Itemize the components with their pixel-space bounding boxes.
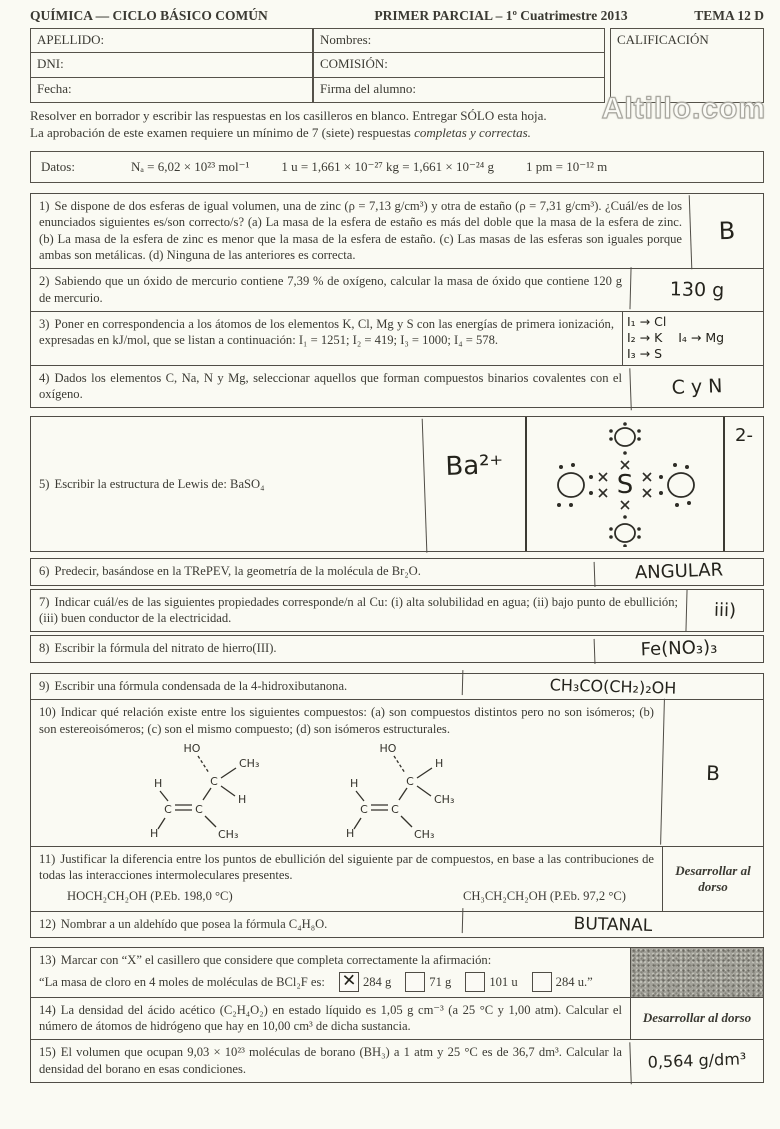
question-14-row: [31, 997, 763, 1040]
option-101u-label: 101 u: [489, 974, 518, 989]
question-8-text: 8) Escribir la fórmula del nitrato de hierro(III).: [39, 641, 277, 656]
question-7-text: 7) Indicar cuál/es de las siguientes propiedades corresponde/n al Cu: (i) alta solubilidad en agua; (ii) bajo punto de ebullición; (iii) buen conductor de la electricidad.: [39, 594, 678, 626]
instruction-line-2-italic: completas y correctas.: [414, 124, 531, 140]
comision-label: COMISIÓN:: [320, 55, 388, 71]
question-13-row: [31, 948, 763, 996]
atomic-mass-unit: 1 u = 1,661 × 10⁻²⁷ kg = 1,661 × 10⁻²⁴ g: [281, 158, 495, 174]
nombres-label: Nombres:: [320, 32, 372, 47]
questions-9-12-table: [30, 673, 764, 939]
checkbox-284g[interactable]: [339, 972, 359, 992]
question-2-number: 2): [39, 274, 50, 289]
fecha-label: Fecha:: [37, 80, 72, 96]
nombres-field: [313, 28, 605, 53]
sulfur-atom-label: S: [616, 470, 634, 501]
altillo-watermark: Altillo.com: [601, 92, 766, 125]
answer-3-line-2: I₂ → K I₄ → Mg: [627, 330, 725, 346]
datos-box: [30, 151, 764, 183]
question-4-number: 4): [39, 370, 50, 385]
avogadro-constant: Nₐ = 6,02 × 10²³ mol⁻¹: [130, 158, 250, 174]
option-71g-label: 71 g: [429, 974, 452, 989]
h-label: H: [149, 826, 158, 840]
question-6-text: 6) Predecir, basándose en la TRePEV, la geometría de la molécula de Br₂O.: [39, 564, 421, 579]
checkbox-284u[interactable]: [532, 972, 552, 992]
question-3-number: 3): [39, 316, 50, 331]
question-12-row: [31, 911, 763, 937]
lewis-structure-box: [525, 417, 725, 551]
question-10-text: 10) Indicar qué relación existe entre los siguientes compuestos: (a) son compuestos distintos pero no son isómeros; (b) son estereoisómeros; (c) son el mismo compuesto; (d) son isómeros estructurales. H C H C CH₃ C HO CH₃ H H C H C CH₃ C HO H CH₃: [39, 705, 654, 841]
question-15-number: 15): [39, 1045, 56, 1060]
h-label: H: [349, 776, 358, 790]
question-2-row: [31, 268, 763, 311]
question-2-text: 2) Sabiendo que un óxido de mercurio contiene 7,39 % de oxígeno, calcular la masa de óxido que contiene 120 g de mercurio.: [39, 274, 622, 305]
answer-3-line-1: I₁ → Cl: [627, 313, 667, 329]
question-13-text: [31, 948, 630, 996]
question-5-text: 5) Escribir la estructura de Lewis de: BaSO₄: [39, 476, 265, 491]
ho-label: HO: [183, 741, 200, 755]
compound-ethylene-glycol: HOCH₂CH₂OH (P.Eb. 198,0 °C): [67, 888, 233, 903]
option-284u: [532, 972, 593, 992]
compound-propanol: CH₃CH₂CH₂OH (P.Eb. 97,2 °C): [462, 888, 626, 903]
answer-3-line-3: I₃ → S: [627, 346, 663, 362]
c-label: C: [194, 802, 203, 816]
question-1-text: 1) Se dispone de dos esferas de igual volumen, una de zinc (ρ = 7,13 g/cm³) y otra de estaño (ρ = 7,31 g/cm³). ¿Cuál/es de los enunciados siguientes es/son correcto/s? (a) La masa de la esfera de estaño es más del doble que la masa de la esfera de zinc. (b) La masa de la esfera de zinc es menor que la masa de la esfera de estaño. (c) Las masas de las esferas son iguales porque ambas son metálicas. (d) Ninguna de las anteriores es correcta.: [39, 198, 682, 262]
option-101u: [465, 972, 517, 992]
questions-13-15-table: [30, 947, 764, 1083]
molecule-structure-left: [144, 739, 294, 841]
molecule-structure-right: [340, 739, 490, 841]
substituent-label: CH₃: [238, 756, 259, 770]
answer-8: Fe(NO₃)₃: [594, 634, 764, 665]
firma-field: [313, 77, 605, 103]
question-5-number: 5): [39, 476, 50, 491]
calificacion-label: CALIFICACIÓN: [617, 32, 709, 47]
question-11-text: 11) Justificar la diferencia entre los puntos de ebullición del siguiente par de compuestos, en base a las contribuciones de todas las interacciones intermoleculares presentes. HOCH₂CH₂OH (P.Eb. 198,0 °C) CH₃CH₂CH₂OH (P.Eb. 97,2 °C): [31, 847, 662, 911]
instruction-line-2: [30, 125, 764, 142]
question-13-options: [39, 972, 622, 992]
question-6-number: 6): [39, 564, 50, 579]
c-label: C: [209, 774, 218, 788]
question-11-row: [31, 846, 763, 911]
question-4-row: [31, 365, 763, 408]
question-13-line-1: 13) Marcar con “X” el casillero que considere que completa correctamente la afirmación:: [39, 953, 492, 968]
h-label: H: [153, 776, 162, 790]
question-12-text: 12) Nombrar a un aldehído que posea la fórmula C₄H₈O.: [39, 917, 328, 931]
picometer-definition: 1 pm = 10⁻¹² m: [526, 158, 608, 174]
answer-13-shaded-box: [630, 948, 763, 996]
question-11-number: 11): [39, 851, 56, 866]
question-14-number: 14): [39, 1002, 56, 1017]
option-284g-label: 284 g: [362, 974, 392, 989]
answer-6: ANGULAR: [594, 556, 764, 587]
question-9-number: 9): [39, 678, 50, 693]
topic-label: TEMA 12 D: [694, 8, 764, 23]
c-label: C: [390, 802, 399, 816]
fecha-field: [30, 77, 313, 103]
question-15-row: [31, 1039, 763, 1082]
question-5-row: [30, 416, 764, 552]
question-8-number: 8): [39, 641, 50, 656]
answer-12: BUTANAL: [462, 908, 764, 941]
answer-14: Desarrollar al dorso: [630, 998, 763, 1040]
question-9-text: 9) Escribir una fórmula condensada de la 4-hidroxibutanona.: [39, 678, 348, 693]
apellido-label: APELLIDO:: [37, 32, 105, 47]
questions-1-4-table: [30, 193, 764, 409]
question-3-row: [31, 311, 763, 365]
option-284g: [339, 972, 391, 992]
substituent-label: H: [237, 792, 246, 806]
dni-label: DNI:: [37, 55, 64, 71]
question-12-number: 12): [39, 917, 56, 931]
answer-11: Desarrollar al dorso: [662, 847, 763, 911]
substituent-label: H: [434, 756, 443, 770]
answer-15: 0,564 g/dm³: [629, 1038, 763, 1084]
instruction-line-2-text: La aprobación de este examen requiere un mínimo de 7 (siete) respuestas: [30, 124, 415, 140]
question-15-text: 15) El volumen que ocupan 9,03 × 10²³ moléculas de borano (BH₃) a 1 atm y 25 °C es de 36,7 dm³. Calcular la densidad del borano en esas condiciones.: [39, 1045, 622, 1076]
dni-field: [30, 52, 313, 78]
exam-header: [30, 8, 764, 24]
lewis-structure-drawing: [533, 421, 717, 547]
x-mark: ✕: [341, 970, 357, 992]
question-10-structures: [39, 739, 594, 841]
comision-field: [313, 52, 605, 78]
answer-5-cation: Ba²⁺: [422, 416, 528, 553]
ch3-label: CH₃: [217, 827, 238, 841]
substituent-label: CH₃: [433, 792, 454, 806]
option-71g: [405, 972, 451, 992]
checkbox-101u[interactable]: [465, 972, 485, 992]
question-9-row: [31, 674, 763, 699]
h-label: H: [345, 826, 354, 840]
answer-4: C y N: [629, 363, 763, 409]
firma-label: Firma del alumno:: [320, 80, 417, 96]
answer-10: B: [660, 699, 765, 847]
apellido-field: [30, 28, 313, 53]
question-14-text: 14) La densidad del ácido acético (C₂H₄O₂) en estado líquido es 1,05 g cm⁻³ (a 25 °C y 1,00 atm). Calcular el número de átomos de hidrógeno que hay en 10,00 cm³ de dicha sustancia.: [39, 1002, 622, 1034]
question-13-statement: “La masa de cloro en 4 moles de moléculas de BCl₂F es:: [39, 974, 325, 989]
ho-label: HO: [379, 741, 396, 755]
answer-9: CH₃CO(CH₂)₂OH: [462, 670, 764, 703]
question-7-row: [30, 589, 764, 633]
question-7-number: 7): [39, 594, 50, 609]
checkbox-71g[interactable]: [405, 972, 425, 992]
answer-5-charge: 2-: [735, 425, 753, 447]
question-6-row: [30, 558, 764, 585]
c-label: C: [359, 802, 368, 816]
question-10-number: 10): [39, 705, 56, 720]
question-10-row: [31, 699, 763, 846]
exam-title: PRIMER PARCIAL – 1º Cuatrimestre 2013: [374, 8, 628, 23]
question-8-row: [30, 635, 764, 662]
ch3-label: CH₃: [413, 827, 434, 841]
answer-1: B: [689, 193, 765, 270]
instruction-line-1: Resolver en borrador y escribir las respuestas en los casilleros en blanco. Entregar SÓLO esta hoja.: [30, 108, 547, 123]
answer-3: [622, 312, 763, 365]
question-13-number: 13): [39, 953, 56, 968]
question-3-text: 3) Poner en correspondencia a los átomos de los elementos K, Cl, Mg y S con las energías de primera ionización, expresadas en kJ/mol, que se listan a continuación: I₁ = 1251; I₂ = 419; I₃ = 1000; I₄ = 578.: [39, 316, 614, 348]
course-title: QUÍMICA — CICLO BÁSICO COMÚN: [30, 8, 268, 23]
question-11-compounds: [39, 884, 654, 906]
question-1-row: [31, 194, 763, 268]
answer-7: iii): [685, 589, 763, 633]
datos-label: Datos:: [41, 158, 75, 174]
answer-2: 130 g: [629, 267, 763, 312]
c-label: C: [405, 774, 414, 788]
question-4-text: 4) Dados los elementos C, Na, N y Mg, seleccionar aquellos que forman compuestos binarios covalentes con el oxígeno.: [39, 370, 622, 402]
question-1-number: 1): [39, 198, 50, 213]
option-284u-label: 284 u.”: [555, 974, 593, 989]
c-label: C: [163, 802, 172, 816]
